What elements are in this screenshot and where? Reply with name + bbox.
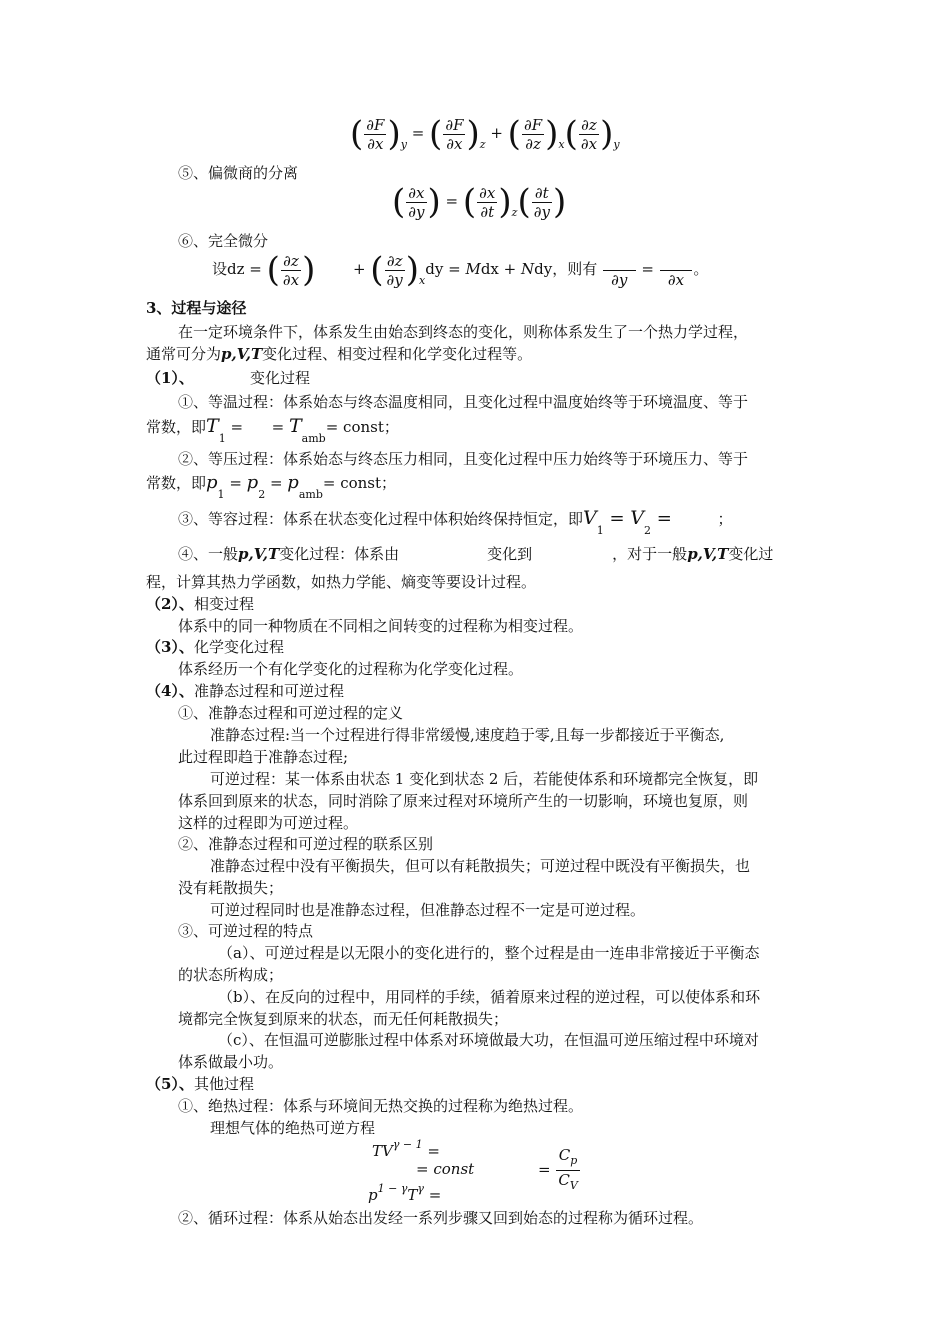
s5-2-cyclic: ②、循环过程：体系从始态出发经一系列步骤又回到始态的过程称为循环过程。: [178, 1209, 704, 1227]
sec3-para-line1: 在一定环境条件下，体系发生由始态到终态的变化，则称体系发生了一个热力学过程，: [178, 323, 749, 341]
total-diff-end: 。: [693, 260, 709, 278]
isothermal-line2-text: 常数，即: [146, 418, 207, 436]
subsection-3-heading: [146, 637, 284, 657]
s4-3-a-line1: （a）、可逆过程是以无限小的变化进行的，整个过程是由一连串非常接近于平衡态: [218, 944, 760, 962]
s4-1-p2-line2: 体系回到原来的状态，同时消除了原来过程对环境所产生的一切影响，环境也复原，则: [178, 792, 749, 810]
section-quotient-separation: ⑤、偏微商的分离: [178, 164, 299, 182]
subsection-3-text: 体系经历一个有化学变化的过程称为化学变化过程。: [178, 660, 524, 678]
isothermal-eq-end: = const；: [325, 418, 399, 436]
subsection-2-text: 体系中的同一种物质在不同相之间转变的过程称为相变过程。: [178, 617, 584, 635]
general-pvt-e: 变化过: [728, 545, 774, 563]
total-diff-then: ，则有: [552, 260, 598, 278]
isothermal-line2: 常数，即$T_1$ = = $T_{amb}=$ const；: [146, 415, 399, 445]
subsection-4-title: 准静态过程和可逆过程: [193, 682, 344, 700]
general-pvt-d: ，对于一般: [612, 545, 688, 563]
subsection-1-title: 变化过程: [249, 369, 310, 387]
eq-total-differential: 设dz = ( $\frac{\partial z}{\partial x}$ ) + ( $\frac{\partial z}{\partial y}$ )$_xdy$ = Mdx + Ndy，则有 ∂y = ∂x 。: [212, 250, 709, 290]
isobaric-line2: 常数，即$p_1 = p_2 = p_{amb}=$ const；: [146, 472, 397, 501]
general-pvt-c: 变化到: [487, 545, 533, 563]
sec3-para-line2: [146, 344, 532, 364]
s4-2-title: ②、准静态过程和可逆过程的联系区别: [178, 835, 434, 853]
subsection-4-heading: [146, 681, 344, 701]
eq-chain-rule: ( $\frac{\partial F}{\partial x}$ )$_y$ = ( $\frac{\partial F}{\partial x}$ )$_z$ + ( $\frac{\partial F}{\partial z}$ )$_x$( $\frac{\partial z}{\partial x}$ )$_y$: [350, 114, 620, 154]
section-total-differential: ⑥、完全微分: [178, 232, 269, 250]
subsection-2-number: （2）、: [146, 595, 194, 613]
s4-1-p1-line2: 此过程即趋于准静态过程;: [178, 748, 349, 766]
pvt-symbol: p,V,T: [221, 345, 263, 363]
subsection-2-heading: [146, 594, 254, 614]
general-pvt-a: ④、一般: [178, 545, 239, 563]
s4-1-p2-line3: 这样的过程即为可逆过程。: [178, 814, 359, 832]
subsection-4-number: （4）、: [146, 682, 194, 700]
subsection-3-title: 化学变化过程: [193, 638, 284, 656]
s4-3-b-line1: （b）、在反向的过程中，用同样的手续，循着原来过程的逆过程，可以使体系和环: [218, 988, 761, 1006]
subsection-2-title: 相变过程: [193, 595, 254, 613]
isochoric-text: ③、等容过程：体系在状态变化过程中体积始终保持恒定，即: [178, 510, 584, 528]
subsection-1-number: （1）、: [146, 369, 194, 387]
s4-2-p1-line2: 没有耗散损失；: [178, 879, 284, 897]
subsection-3-number: （3）、: [146, 638, 194, 656]
general-pvt-b: 变化过程：体系由: [279, 545, 400, 563]
s4-2-p1-line1: 准静态过程中没有平衡损失，但可以有耗散损失；可逆过程中既没有平衡损失，也: [210, 857, 751, 875]
subsection-5-number: （5）、: [146, 1075, 194, 1093]
adiabatic-eq-tv: $TV^{\gamma - 1}$ =: [372, 1138, 440, 1160]
s4-1-p1-line1: 准静态过程:当一个过程进行得非常缓慢,速度趋于零,且每一步都接近于平衡态,: [210, 726, 725, 744]
s4-3-title: ③、可逆过程的特点: [178, 922, 314, 940]
sec3-para-line2-b: 变化过程、相变过程和化学变化过程等。: [262, 345, 533, 363]
s4-1-p2-line1: 可逆过程：某一体系由状态 1 变化到状态 2 后，若能使体系和环境都完全恢复，即: [210, 770, 759, 788]
s4-2-p2: 可逆过程同时也是准静态过程，但准静态过程不一定是可逆过程。: [210, 901, 646, 919]
section-3-title: 3、过程与途径: [146, 299, 247, 317]
adiabatic-eq-const: = const: [416, 1160, 475, 1178]
sec3-para-line2-a: 通常可分为: [146, 345, 222, 363]
s5-1-adiabatic: ①、绝热过程：体系与环境间无热交换的过程称为绝热过程。: [178, 1097, 584, 1115]
isochoric-line: ③、等容过程：体系在状态变化过程中体积始终保持恒定，即$V_1 = V_2$ = ；: [178, 507, 733, 537]
subsection-5-title: 其他过程: [193, 1075, 254, 1093]
s4-3-c-line1: （c）、在恒温可逆膨胀过程中体系对环境做最大功，在恒温可逆压缩过程中环境对: [218, 1031, 759, 1049]
subsection-1-heading: [146, 368, 310, 388]
subsection-5-heading: [146, 1074, 254, 1094]
pvt-symbol-2: p,V,T: [238, 545, 280, 563]
isothermal-line1: ①、等温过程：体系始态与终态温度相同，且变化过程中温度始终等于环境温度、等于: [178, 393, 749, 411]
total-diff-prefix: 设: [212, 260, 228, 278]
eq-quotient-separation: ( $\frac{\partial x}{\partial y}$ ) = ( $\frac{\partial x}{\partial t}$ )$_z$( $\frac{\partial t}{\partial y}$ ): [392, 182, 567, 222]
isobaric-line2-text: 常数，即: [146, 474, 207, 492]
s4-3-c-line2: 体系做最小功。: [178, 1053, 284, 1071]
isochoric-end: ；: [717, 510, 733, 528]
s4-3-b-line2: 境都完全恢复到原来的状态，而无任何耗散损失；: [178, 1010, 509, 1028]
general-pvt-line1: [178, 544, 773, 564]
isobaric-eq-end: = const；: [322, 474, 397, 492]
s5-1-equation-title: 理想气体的绝热可逆方程: [210, 1119, 376, 1137]
s4-1-title: ①、准静态过程和可逆过程的定义: [178, 704, 404, 722]
isobaric-line1: ②、等压过程：体系始态与终态压力相同，且变化过程中压力始终等于环境压力、等于: [178, 450, 749, 468]
pvt-symbol-3: p,V,T: [687, 545, 729, 563]
s4-3-a-line2: 的状态所构成；: [178, 966, 284, 984]
adiabatic-eq-gamma: = $\frac{C_p}{C_V}$: [538, 1146, 578, 1192]
general-pvt-line2: 程，计算其热力学函数，如热力学能、熵变等要设计过程。: [146, 573, 537, 591]
adiabatic-eq-pt: $p^{1 - \gamma}T^\gamma$ =: [368, 1182, 442, 1204]
